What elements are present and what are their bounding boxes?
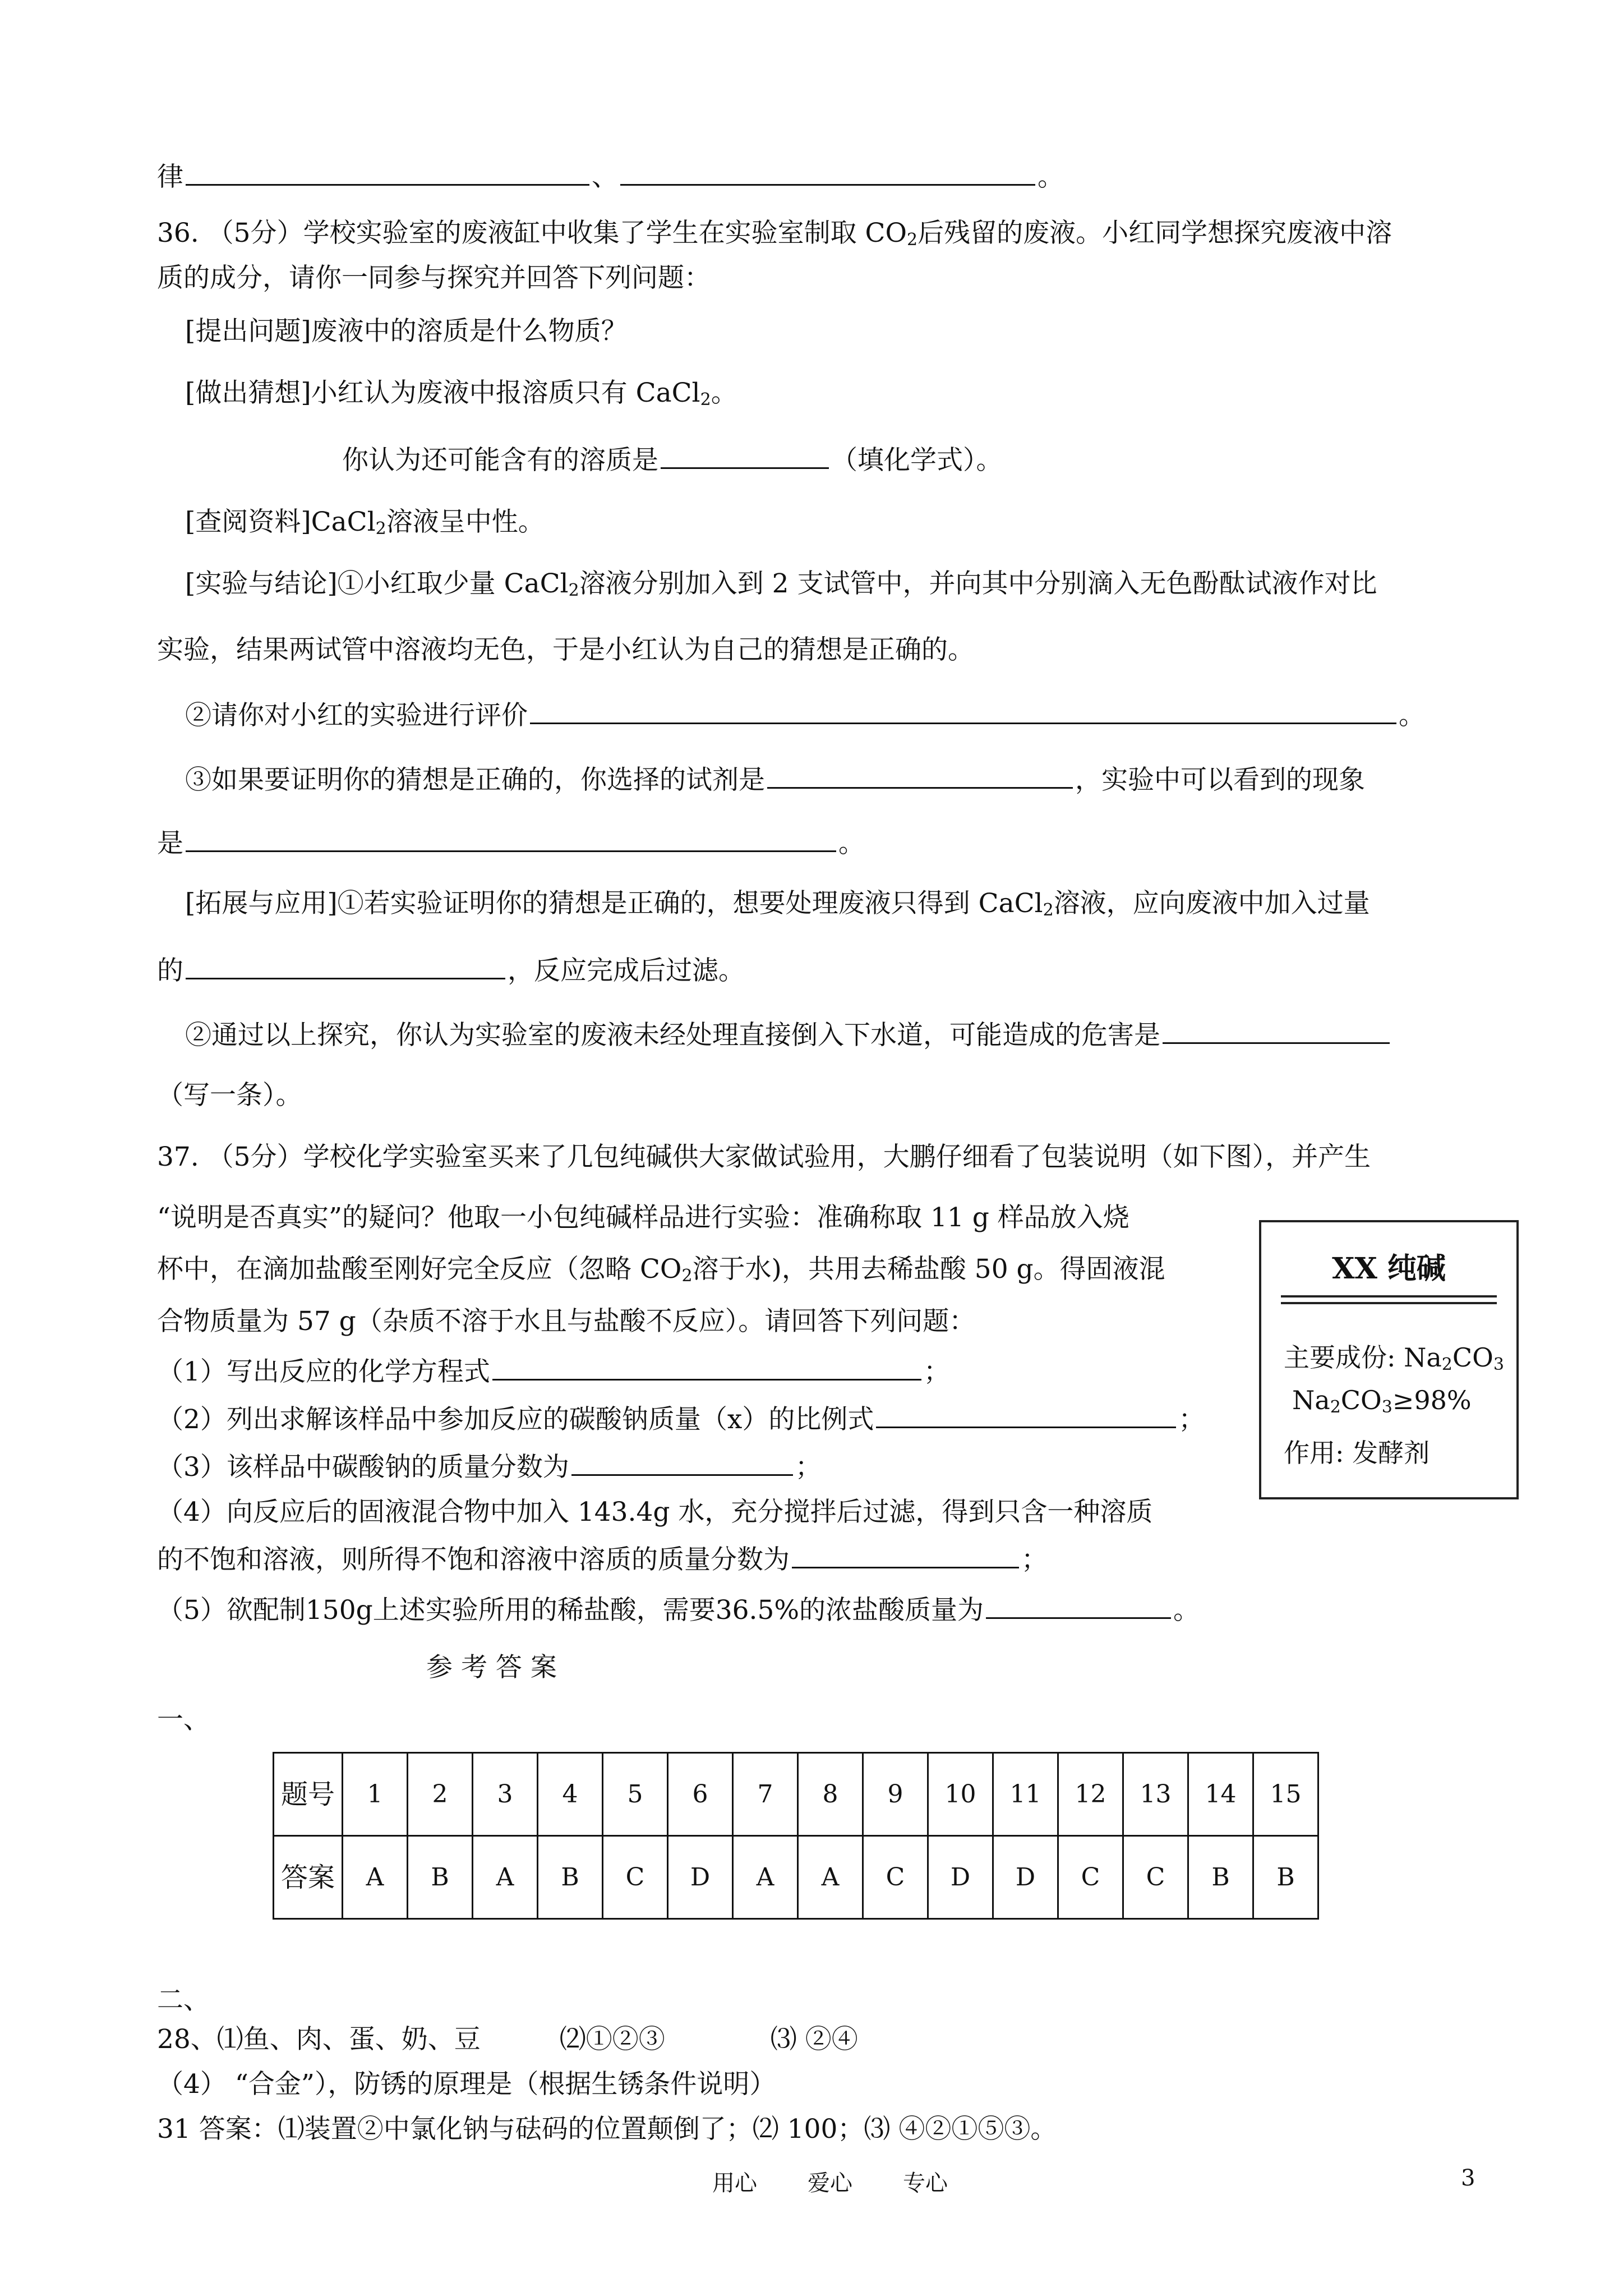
mass-blank[interactable] xyxy=(986,1590,1171,1619)
answer-28: 28、⑴鱼、肉、蛋、奶、豆 ⑵①②③ ⑶ ②④ xyxy=(157,2024,858,2055)
q37-intro: 37. （5分）学校化学实验室买来了几包纯碱供大家做试验用，大鹏仔细看了包装说明（如下图），并产生 xyxy=(157,1142,1371,1172)
answer-cell: A xyxy=(473,1836,538,1919)
product-label-title: XX 纯碱 xyxy=(1332,1251,1446,1286)
header-answer: 答案 xyxy=(274,1836,343,1919)
answer-cell: D xyxy=(668,1836,733,1919)
question-number: 10 xyxy=(928,1753,993,1836)
q37-intro-4: 合物质量为 57 g（杂质不溶于水且与盐酸不反应）。请回答下列问题： xyxy=(157,1306,976,1337)
answer-cell: C xyxy=(603,1836,668,1919)
question-number: 7 xyxy=(733,1753,798,1836)
q37-intro-2: “说明是否真实”的疑问？他取一小包纯碱样品进行实验：准确称取 11 g 样品放入烧 xyxy=(157,1202,1129,1233)
q36-reference: [查阅资料]CaCl$_2$溶液呈中性。 xyxy=(185,507,545,539)
q36-prove-2: 是 。 xyxy=(157,823,865,861)
blank[interactable] xyxy=(186,157,589,186)
answer-cell: B xyxy=(408,1836,473,1919)
answer-cell: D xyxy=(928,1836,993,1919)
label-usage: 作用: 发酵剂 xyxy=(1284,1438,1430,1468)
section-two: 二、 xyxy=(157,1985,210,2016)
q37-sub-4b: 的不饱和溶液，则所得不饱和溶液中溶质的质量分数为 ； xyxy=(157,1540,1048,1577)
question-number: 13 xyxy=(1123,1753,1188,1836)
solute-blank[interactable] xyxy=(661,440,829,469)
fill-line-1: 律 、 。 xyxy=(157,157,1064,195)
q36-extension-2: 的 ，反应完成后过滤。 xyxy=(157,951,745,988)
question-number: 3 xyxy=(473,1753,538,1836)
q36-intro: 36. （5分）学校实验室的废液缸中收集了学生在实验室制取 $CO_2$后残留的废液。小红同学想探究废液中溶 xyxy=(157,218,1393,250)
harm-blank[interactable] xyxy=(1163,1015,1390,1044)
answer-cell: C xyxy=(863,1836,928,1919)
header-question-number: 题号 xyxy=(274,1753,343,1836)
answer-table-answer-row xyxy=(274,1836,1318,1919)
q36-intro-2: 质的成分，请你一同参与探究并回答下列问题： xyxy=(157,263,711,293)
question-number: 15 xyxy=(1253,1753,1318,1836)
footer-motto-3: 专心 xyxy=(903,2170,948,2196)
question-number: 12 xyxy=(1058,1753,1123,1836)
ratio-blank[interactable] xyxy=(876,1400,1176,1428)
answer-28-part-4: （4） “合金”），防锈的原理是（根据生锈条件说明） xyxy=(157,2069,776,2100)
question-number: 5 xyxy=(603,1753,668,1836)
answer-31: 31 答案：⑴装置②中氯化钠与砝码的位置颠倒了；⑵ 100；⑶ ④②①⑤③。 xyxy=(157,2114,1057,2145)
percent-blank[interactable] xyxy=(571,1447,793,1476)
footer-motto-2: 爱心 xyxy=(808,2170,852,2196)
answer-cell: D xyxy=(993,1836,1058,1919)
additive-blank[interactable] xyxy=(186,951,505,979)
answer-cell: A xyxy=(343,1836,408,1919)
blank[interactable] xyxy=(620,157,1035,186)
q37-sub-3: （3）该样品中碳酸钠的质量分数为 ； xyxy=(157,1447,822,1485)
q36-harm: ②通过以上探究，你认为实验室的废液未经处理直接倒入下水道，可能造成的危害是 xyxy=(185,1015,1392,1053)
q37-sub-2: （2）列出求解该样品中参加反应的碳酸钠质量（x）的比例式 ； xyxy=(157,1400,1205,1437)
equation-blank[interactable] xyxy=(492,1352,921,1381)
question-number: 2 xyxy=(408,1753,473,1836)
q37-sub-1: （1）写出反应的化学方程式 ； xyxy=(157,1352,950,1389)
question-number: 9 xyxy=(863,1753,928,1836)
label-ingredient: 主要成份: $Na_2CO_3$ xyxy=(1284,1342,1504,1374)
q36-your-guess: 你认为还可能含有的溶质是 （填化学式）。 xyxy=(342,440,1003,478)
phenomenon-blank[interactable] xyxy=(186,823,836,852)
answer-cell: B xyxy=(1188,1836,1253,1919)
q36-question: [提出问题]废液中的溶质是什么物质？ xyxy=(185,316,628,347)
q36-guess: [做出猜想]小红认为废液中报溶质只有 CaCl$_2$。 xyxy=(185,378,737,409)
question-number: 6 xyxy=(668,1753,733,1836)
question-number: 4 xyxy=(538,1753,603,1836)
question-number: 11 xyxy=(993,1753,1058,1836)
answer-cell: B xyxy=(538,1836,603,1919)
label-purity: $Na_2CO_3\ge 98\%$ xyxy=(1292,1385,1472,1417)
fraction-blank[interactable] xyxy=(792,1540,1019,1568)
section-one: 一、 xyxy=(157,1704,210,1735)
answer-cell: A xyxy=(798,1836,863,1919)
q37-sub-5: （5）欲配制150g上述实验所用的稀盐酸，需要36.5%的浓盐酸质量为 。 xyxy=(157,1590,1200,1628)
label-divider xyxy=(1281,1295,1497,1297)
q36-harm-2: （写一条）。 xyxy=(157,1080,302,1111)
label-divider xyxy=(1281,1302,1497,1304)
answer-table-number-row xyxy=(274,1753,1318,1836)
reagent-blank[interactable] xyxy=(767,760,1073,789)
q37-sub-4: （4）向反应后的固液混合物中加入 143.4g 水，充分搅拌后过滤，得到只含一种溶质 xyxy=(157,1497,1153,1527)
q36-prove: ③如果要证明你的猜想是正确的，你选择的试剂是 ，实验中可以看到的现象 xyxy=(185,760,1365,798)
answer-title: 参 考 答 案 xyxy=(426,1652,557,1683)
footer-motto-1: 用心 xyxy=(712,2170,757,2196)
question-number: 14 xyxy=(1188,1753,1253,1836)
q36-experiment-2: 实验，结果两试管中溶液均无色，于是小红认为自己的猜想是正确的。 xyxy=(157,634,974,665)
q36-extension: [拓展与应用]①若实验证明你的猜想是正确的，想要处理废液只得到 CaCl$_2$溶液，应向废液中加入过量 xyxy=(185,888,1370,920)
answer-cell: A xyxy=(733,1836,798,1919)
q36-experiment: [实验与结论]①小红取少量 CaCl$_2$溶液分别加入到 2 支试管中，并向其中分别滴入无色酚酞试液作对比 xyxy=(185,568,1377,600)
q37-intro-3: 杯中，在滴加盐酸至刚好完全反应（忽略 $CO_2$溶于水)，共用去稀盐酸 50 g。得固液混 xyxy=(157,1254,1165,1286)
question-number: 8 xyxy=(798,1753,863,1836)
page-number: 3 xyxy=(1461,2165,1476,2191)
question-number: 1 xyxy=(343,1753,408,1836)
answer-cell: B xyxy=(1253,1836,1318,1919)
answer-cell: C xyxy=(1123,1836,1188,1919)
evaluation-blank[interactable] xyxy=(530,696,1396,724)
answer-cell: C xyxy=(1058,1836,1123,1919)
q36-evaluate: ②请你对小红的实验进行评价 。 xyxy=(185,696,1425,733)
product-label-box xyxy=(1259,1220,1519,1499)
answer-table xyxy=(273,1752,1319,1920)
